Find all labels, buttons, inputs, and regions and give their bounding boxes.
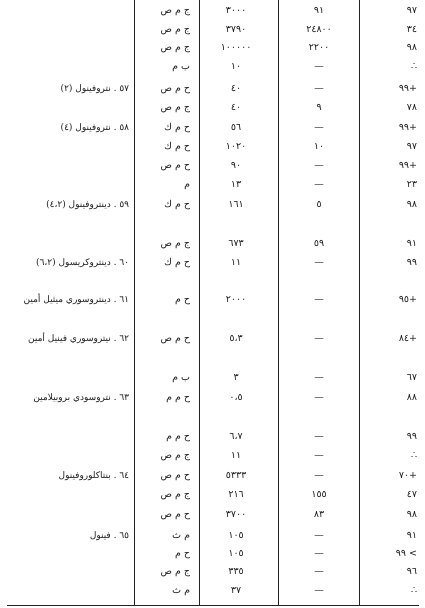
value-cell: ٢٠٠٠ bbox=[225, 294, 247, 305]
table-bottom-rule bbox=[7, 605, 419, 606]
percent-cell: ٩١ bbox=[406, 238, 417, 249]
column-divider bbox=[359, 0, 360, 606]
secondary-value-cell: ٢٢٠٠ bbox=[308, 42, 330, 53]
value-cell: ١٠٢٠ bbox=[225, 141, 247, 152]
column-divider bbox=[199, 0, 200, 606]
method-cell: ج م ص bbox=[160, 24, 190, 35]
method-cell: ح م ك bbox=[164, 122, 190, 133]
compound-name-cell: ٦٤ . بنتاكلوروفينول bbox=[58, 471, 129, 481]
percent-cell: +٨٤ bbox=[398, 333, 417, 344]
value-cell: ١٠٥ bbox=[228, 548, 244, 559]
secondary-value-cell: — bbox=[314, 585, 324, 596]
value-cell: ١١ bbox=[230, 450, 242, 461]
percent-cell: +٩٩ bbox=[398, 160, 417, 171]
percent-cell: ٩٩ bbox=[406, 257, 417, 268]
method-cell: ح م ص bbox=[160, 160, 190, 171]
compound-name-cell: ٦٢ . نيتروسوري فينيل أمين bbox=[28, 334, 129, 344]
value-cell: ٢١٦ bbox=[228, 489, 244, 500]
percent-cell: ∴ bbox=[410, 585, 417, 596]
percent-cell: ٩٩ bbox=[406, 431, 417, 442]
percent-cell: +٧٠ bbox=[398, 470, 417, 481]
value-cell: ٣٣٥ bbox=[228, 566, 244, 577]
percent-cell: ٢٣ bbox=[406, 179, 417, 190]
method-cell: ح م ص bbox=[160, 83, 190, 94]
value-cell: ٦٧٣ bbox=[228, 238, 244, 249]
method-cell: م ث bbox=[172, 585, 190, 596]
method-cell: ب م bbox=[172, 372, 190, 383]
method-cell: ح م ك bbox=[164, 141, 190, 152]
percent-cell: ٩٨ bbox=[406, 509, 417, 520]
percent-cell: ٩٦ bbox=[406, 566, 417, 577]
secondary-value-cell: — bbox=[314, 122, 324, 133]
secondary-value-cell: — bbox=[314, 566, 324, 577]
compound-name-cell: ٥٩ . دينتروفينول (٤،٢) bbox=[46, 200, 129, 210]
method-cell: ح م bbox=[174, 294, 190, 305]
secondary-value-cell: — bbox=[314, 333, 324, 344]
secondary-value-cell: — bbox=[314, 83, 324, 94]
value-cell: ٥،٣ bbox=[229, 333, 243, 344]
secondary-value-cell: ٥ bbox=[316, 199, 322, 210]
method-cell: ج م ص bbox=[160, 566, 190, 577]
column-divider bbox=[278, 0, 279, 606]
method-cell: ج م ص bbox=[160, 5, 190, 16]
percent-cell: ٩٨ bbox=[406, 42, 417, 53]
secondary-value-cell: ١٠ bbox=[313, 141, 325, 152]
value-cell: ٥٦ bbox=[230, 122, 242, 133]
value-cell: ١٣ bbox=[230, 179, 242, 190]
compound-name-cell: ٦١ . دينتروسوري ميثيل أمين bbox=[23, 295, 129, 305]
secondary-value-cell: ٩١ bbox=[313, 5, 325, 16]
percent-cell: +٩٩ bbox=[398, 122, 417, 133]
secondary-value-cell: — bbox=[314, 392, 324, 403]
percent-cell: +٩٥ bbox=[398, 294, 417, 305]
secondary-value-cell: — bbox=[314, 294, 324, 305]
secondary-value-cell: — bbox=[314, 61, 324, 72]
percent-cell: ٦٧ bbox=[406, 372, 417, 383]
method-cell: م bbox=[184, 179, 190, 190]
compound-name-cell: ٦٣ . نتروسودي بروبيلامين bbox=[33, 393, 129, 403]
percent-cell: ٨٨ bbox=[406, 392, 417, 403]
secondary-value-cell: — bbox=[314, 548, 324, 559]
secondary-value-cell: — bbox=[314, 431, 324, 442]
method-cell: م ث bbox=[172, 530, 190, 541]
method-cell: ح م ك bbox=[164, 199, 190, 210]
secondary-value-cell: ٥٩ bbox=[313, 238, 325, 249]
compound-name-cell: ٥٨ . نتروفينول (٤) bbox=[60, 123, 129, 133]
secondary-value-cell: — bbox=[314, 372, 324, 383]
compound-name-cell: ٦٠ . دينتروكريسول (٦،٢) bbox=[36, 258, 129, 268]
percent-cell: ∴ bbox=[410, 450, 417, 461]
secondary-value-cell: — bbox=[314, 160, 324, 171]
secondary-value-cell: — bbox=[314, 470, 324, 481]
value-cell: ٦،٧ bbox=[229, 431, 243, 442]
percent-cell: ٩٨ bbox=[406, 199, 417, 210]
secondary-value-cell: — bbox=[314, 179, 324, 190]
method-cell: ج م ص bbox=[160, 42, 190, 53]
method-cell: ح م ك bbox=[164, 257, 190, 268]
value-cell: ٣ bbox=[233, 372, 239, 383]
percent-cell: > ٩٩ bbox=[395, 548, 417, 559]
secondary-value-cell: ١٥٥ bbox=[311, 489, 327, 500]
secondary-value-cell: ٩ bbox=[316, 102, 322, 113]
method-cell: ح م م bbox=[166, 392, 190, 403]
value-cell: ٤٠ bbox=[230, 102, 242, 113]
value-cell: ٣٧ bbox=[230, 585, 242, 596]
method-cell: ح م ص bbox=[160, 470, 190, 481]
value-cell: ١٠ bbox=[230, 61, 242, 72]
value-cell: ١٠٥ bbox=[228, 530, 244, 541]
secondary-value-cell: ٨٣ bbox=[313, 509, 325, 520]
secondary-value-cell: — bbox=[314, 257, 324, 268]
value-cell: ١٠٠٠٠٠ bbox=[220, 42, 252, 53]
value-cell: ٠،٥ bbox=[229, 392, 243, 403]
percent-cell: ٩٧ bbox=[406, 5, 417, 16]
method-cell: ح م م bbox=[166, 431, 190, 442]
method-cell: ح م bbox=[174, 548, 190, 559]
value-cell: ٣٠٠٠ bbox=[225, 5, 247, 16]
secondary-value-cell: — bbox=[314, 450, 324, 461]
method-cell: ب م bbox=[172, 61, 190, 72]
secondary-value-cell: — bbox=[314, 530, 324, 541]
method-cell: ح م ص bbox=[160, 333, 190, 344]
percent-cell: ٩١ bbox=[406, 530, 417, 541]
column-divider bbox=[134, 0, 135, 606]
value-cell: ١٦١ bbox=[228, 199, 244, 210]
value-cell: ٥٣٣٣ bbox=[225, 470, 247, 481]
compound-name-cell: ٥٧ . نتروفينول (٢) bbox=[60, 84, 129, 94]
value-cell: ٩٠ bbox=[230, 160, 242, 171]
percent-cell: ٧٨ bbox=[406, 102, 417, 113]
method-cell: ج م ص bbox=[160, 238, 190, 249]
percent-cell: ٩٧ bbox=[406, 141, 417, 152]
value-cell: ٣٧٠٠ bbox=[225, 509, 247, 520]
method-cell: ج م ص bbox=[160, 489, 190, 500]
percent-cell: ٣٤ bbox=[406, 24, 417, 35]
secondary-value-cell: ٢٤٨٠٠ bbox=[306, 24, 332, 35]
value-cell: ١١ bbox=[230, 257, 242, 268]
value-cell: ٣٧٩٠ bbox=[225, 24, 247, 35]
value-cell: ٤٠ bbox=[230, 83, 242, 94]
method-cell: ح م ص bbox=[160, 509, 190, 520]
percent-cell: ٤٧ bbox=[406, 489, 417, 500]
percent-cell: +٩٩ bbox=[398, 83, 417, 94]
compound-name-cell: ٦٥ . فينول bbox=[89, 531, 129, 541]
percent-cell: ∴ bbox=[410, 61, 417, 72]
method-cell: ج م ص bbox=[160, 102, 190, 113]
method-cell: ج م ص bbox=[160, 450, 190, 461]
